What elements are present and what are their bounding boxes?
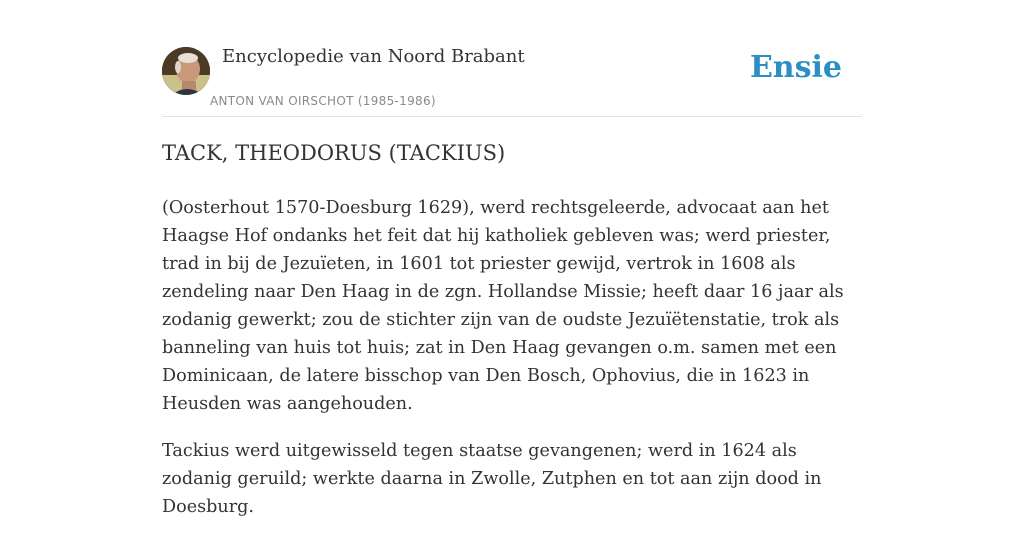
author-avatar[interactable] [162, 47, 210, 95]
portrait-icon [162, 47, 210, 95]
author-name[interactable]: ANTON VAN OIRSCHOT (1985-1986) [210, 94, 436, 108]
header [162, 0, 862, 117]
ensie-logo[interactable]: Ensie [749, 50, 842, 85]
entry-paragraph: (Oosterhout 1570-Doesburg 1629), werd rechtsgeleerde, advocaat aan het Haagse Hof ondanks het feit dat hij katholiek gebleven was; werd priester, trad in bij de Jezuïeten, in 1601 tot priester gewijd, vertrok in 1608 als zendeling naar Den Haag in de zgn. Hollandse Missie; heeft daar 16 jaar als zodanig gewerkt; zou de stichter zijn van de oudste Jezuïëtenstatie, trok als banneling van huis tot huis; zat in Den Haag gevangen o.m. samen met een Dominicaan, de latere bisschop van Den Bosch, Ophovius, die in 1623 in Heusden was aangehouden. [162, 198, 844, 414]
entry-paragraph: Tackius werd uitgewisseld tegen staatse gevangenen; werd in 1624 als zodanig geruild; werkte daarna in Zwolle, Zutphen en tot aan zijn dood in Doesburg. [162, 441, 822, 517]
page [162, 0, 862, 517]
entry-body [162, 194, 862, 540]
entry-title: TACK, THEODORUS (TACKIUS) [162, 141, 506, 165]
book-title-link[interactable]: Encyclopedie van Noord Brabant [222, 46, 525, 67]
